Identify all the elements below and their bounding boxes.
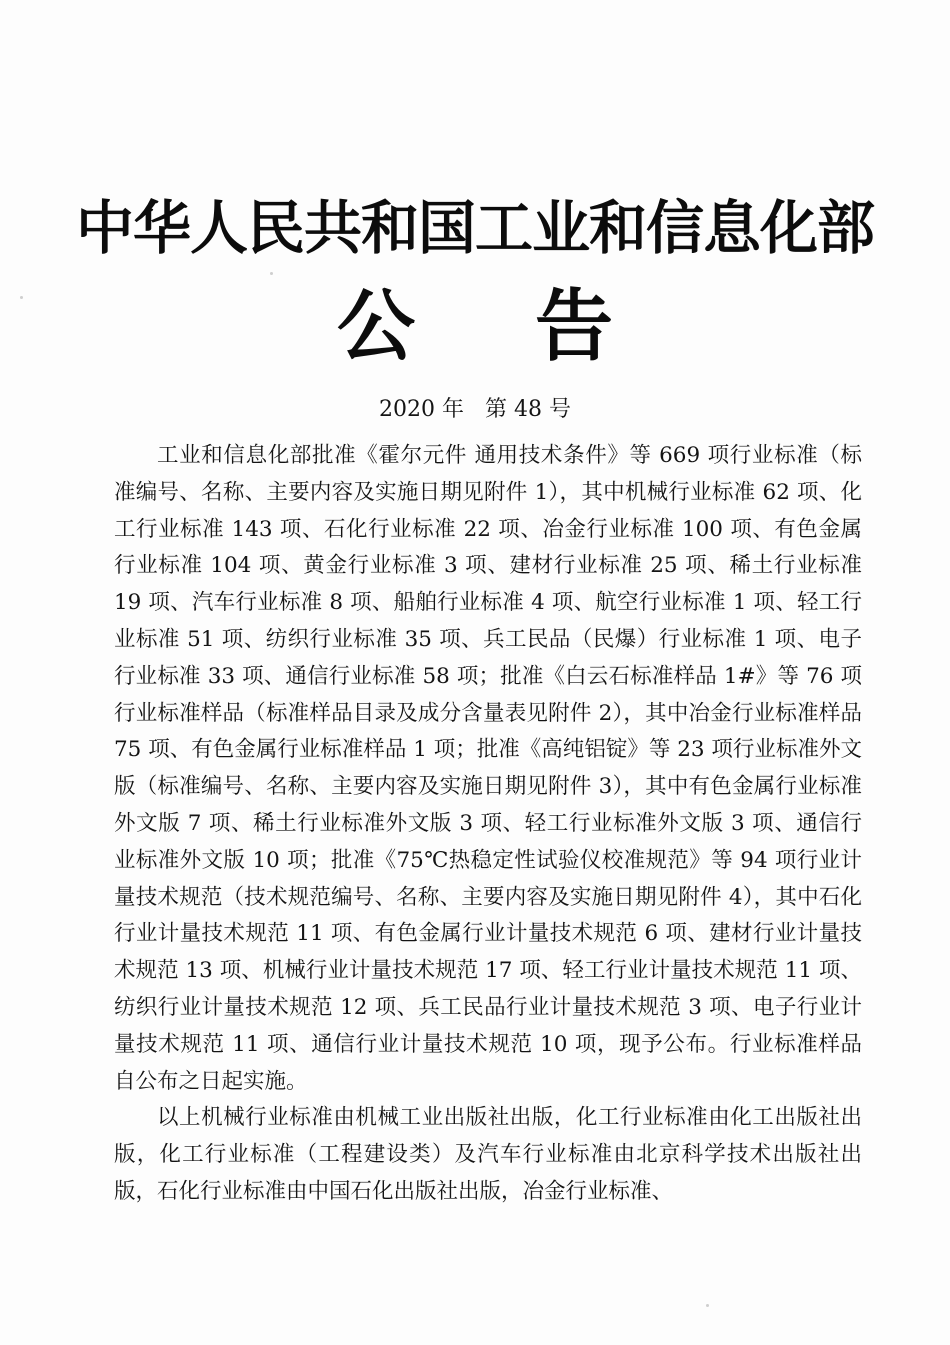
body-paragraph-1: 工业和信息化部批准《霍尔元件 通用技术条件》等 669 项行业标准（标准编号、名称、主要内容及实施日期见附件 1），其中机械行业标准 62 项、化工行业标准 143 项、石化行业标准 22 项、冶金行业标准 100 项、有色金属行业标准 104 项、黄金行业标准 3 项、建材行业标准 25 项、稀土行业标准 19 项、汽车行业标准 8 项、船舶行业标准 4 项、航空行业标准 1 项、轻工行业标准 51 项、纺织行业标准 35 项、兵工民品（民爆）行业标准 1 项、电子行业标准 33 项、通信行业标准 58 项；批准《白云石标准样品 1#》等 76 项行业标准样品（标准样品目录及成分含量表见附件 2），其中冶金行业标准样品 75 项、有色金属行业标准样品 1 项；批准《高纯铝锭》等 23 项行业标准外文版（标准编号、名称、主要内容及实施日期见附件 3），其中有色金属行业标准外文版 7 项、稀土行业标准外文版 3 项、轻工行业标准外文版 3 项、通信行业标准外文版 10 项；批准《75℃热稳定性试验仪校准规范》等 94 项行业计量技术规范（技术规范编号、名称、主要内容及实施日期见附件 4），其中石化行业计量技术规范 11 项、有色金属行业计量技术规范 6 项、建材行业计量技术规范 13 项、机械行业计量技术规范 17 项、轻工行业计量技术规范 11 项、纺织行业计量技术规范 12 项、兵工民品行业计量技术规范 3 项、电子行业计量技术规范 11 项、通信行业计量技术规范 10 项，现予公布。行业标准样品自公布之日起实施。 xyxy=(114,443,862,1094)
issuing-authority-title: 中华人民共和国工业和信息化部 xyxy=(75,194,874,262)
announcement-body xyxy=(114,438,862,1211)
document-type-char-2: 告 xyxy=(535,282,614,372)
document-number: 2020 年 第 48 号 xyxy=(379,397,571,422)
body-paragraph-2: 以上机械行业标准由机械工业出版社出版，化工行业标准由化工出版社出版，化工行业标准（工程建设类）及汽车行业标准由北京科学技术出版社出版，石化行业标准由中国石化出版社出版，冶金行业标准、 xyxy=(114,1105,862,1204)
scan-speck xyxy=(20,296,23,299)
document-type-char-1: 公 xyxy=(336,282,415,372)
scan-speck xyxy=(270,272,273,275)
document-type-heading xyxy=(0,282,950,372)
scan-speck xyxy=(706,1304,709,1307)
